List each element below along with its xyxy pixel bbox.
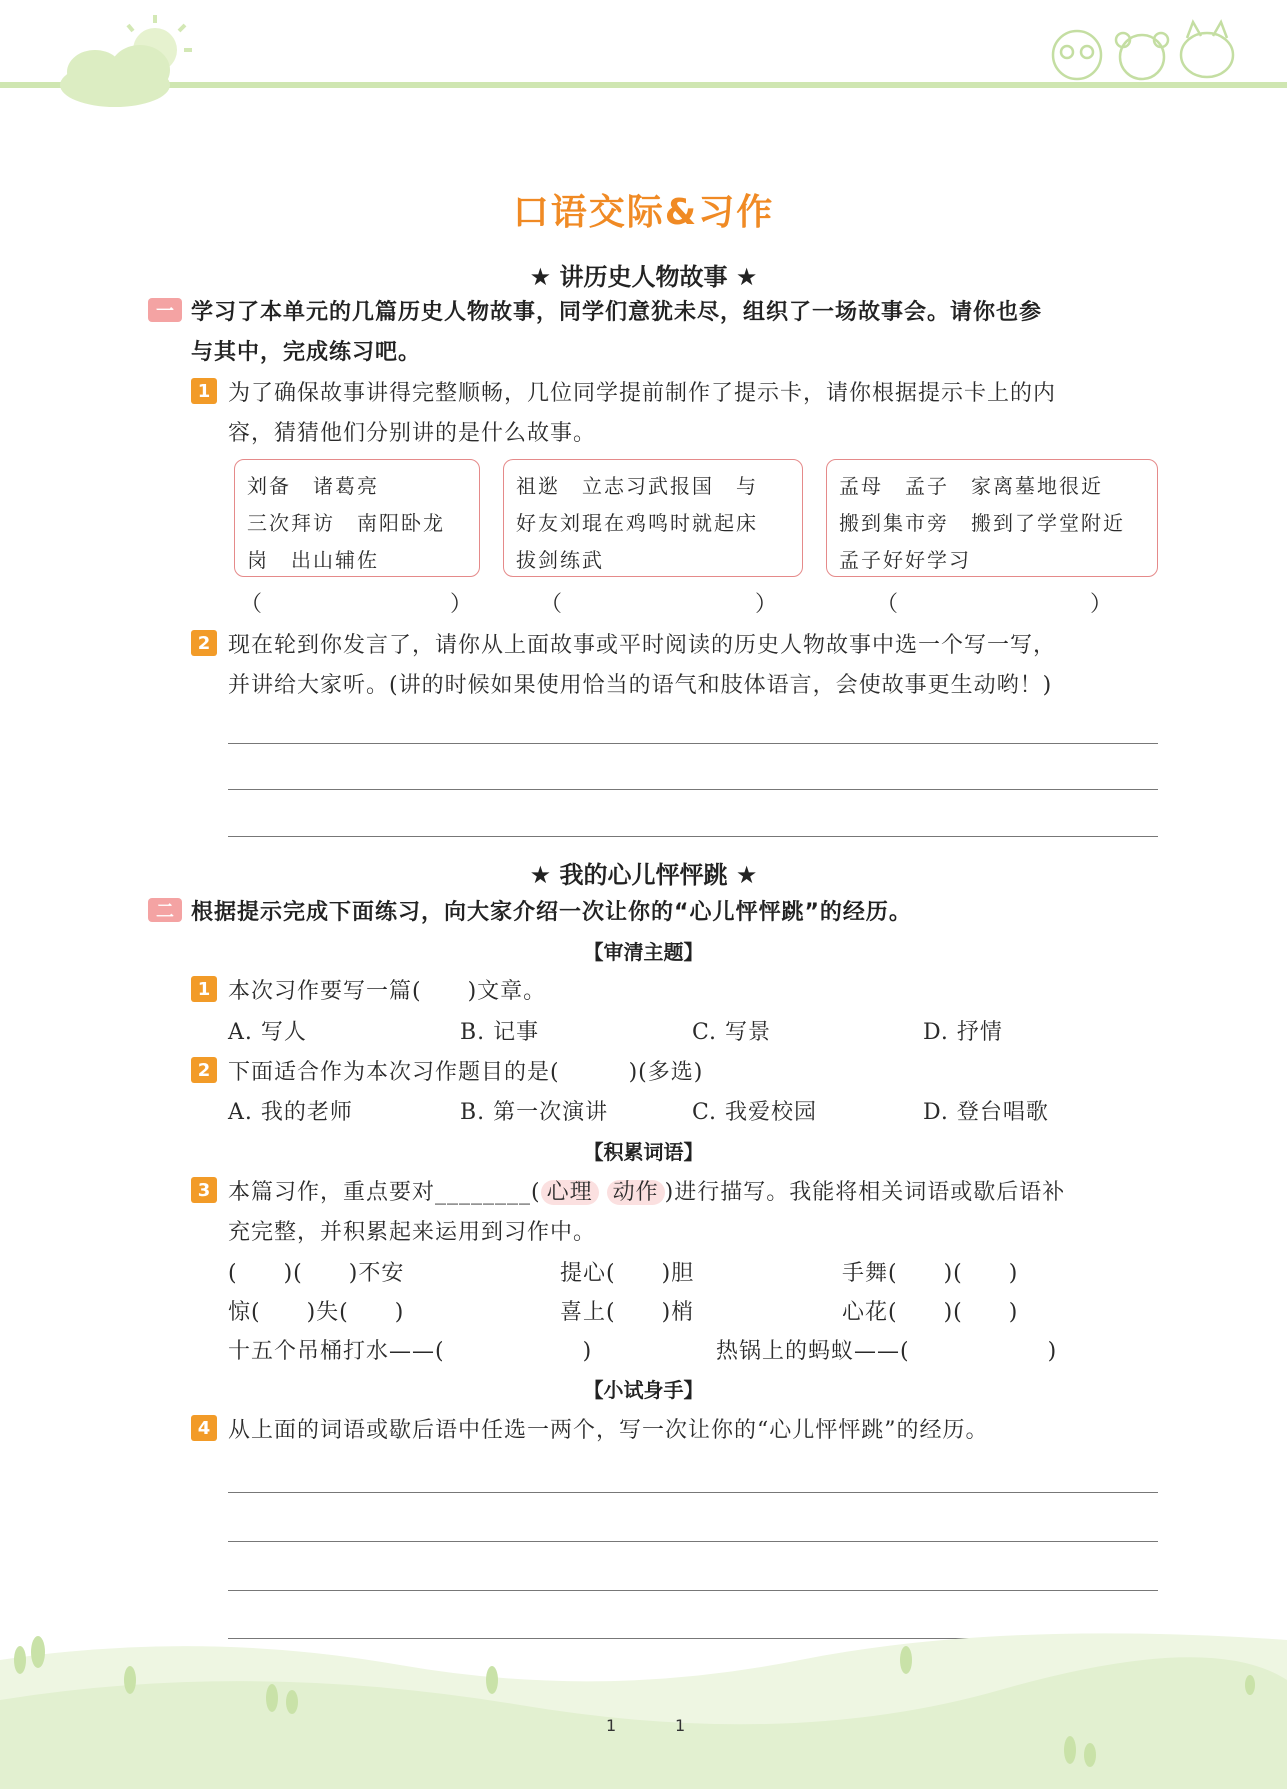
q1-prompt-line2: 容，猜猜他们分别讲的是什么故事。 (228, 421, 597, 446)
hills-decoration (0, 1620, 1287, 1789)
section2-badge: 二 (148, 898, 182, 922)
question-number-badge: 4 (191, 1415, 217, 1441)
subheading-vocabulary: 【积累词语】 (583, 1140, 704, 1164)
s2-q1-option-a[interactable]: A. 写人 (228, 1020, 307, 1045)
s2-q3-post: )进行描写。我能将相关词语或歇后语补 (664, 1180, 1066, 1205)
xiehouyu-blank[interactable]: 十五个吊桶打水——( ) (228, 1339, 593, 1364)
answer-bracket-open-1[interactable]: （ (240, 592, 264, 617)
writing-line[interactable] (228, 1492, 1158, 1493)
answer-bracket-close-2: ） (755, 592, 779, 617)
hint-card-2-line2: 好友刘琨在鸡鸣时就起床 (516, 511, 758, 535)
hint-card-2-line3: 拔剑练武 (516, 548, 604, 572)
question-number-badge: 1 (191, 378, 217, 404)
question-number-badge: 2 (191, 1057, 217, 1083)
hint-card-3-line2: 搬到集市旁 搬到了学堂附近 (839, 511, 1125, 535)
hint-card-3-line3: 孟子好好学习 (839, 548, 971, 572)
section1-heading: ★ 讲历史人物故事 ★ (529, 263, 758, 291)
s2-q2-prompt: 下面适合作为本次习作题目的是( )(多选) (228, 1060, 704, 1085)
hint-card-3-line1: 孟母 孟子 家离墓地很近 (839, 474, 1103, 498)
section2-heading: ★ 我的心儿怦怦跳 ★ (529, 861, 758, 889)
page-number-left: 1 (606, 1716, 617, 1735)
q1-prompt-line1: 为了确保故事讲得完整顺畅，几位同学提前制作了提示卡，请你根据提示卡上的内 (228, 381, 1057, 406)
s2-q1-option-c[interactable]: C. 写景 (692, 1020, 772, 1045)
s2-q2-option-d[interactable]: D. 登台唱歌 (923, 1100, 1049, 1125)
s2-q4-prompt: 从上面的词语或歇后语中任选一两个，写一次让你的“心儿怦怦跳”的经历。 (228, 1418, 989, 1443)
s2-q1-option-b[interactable]: B. 记事 (460, 1020, 540, 1045)
s2-q3-pre: 本篇习作，重点要对________( (228, 1180, 541, 1205)
s2-q3-option-mind[interactable]: 心理 (541, 1180, 599, 1205)
q2-prompt-line2: 并讲给大家听。(讲的时候如果使用恰当的语气和肢体语言，会使故事更生动哟！) (228, 673, 1053, 698)
page-title: 口语交际&习作 (512, 192, 775, 233)
s2-q3-option-action[interactable]: 动作 (607, 1180, 665, 1205)
section1-badge: 一 (148, 298, 182, 322)
idiom-blank[interactable]: 手舞( )( ) (842, 1261, 1019, 1286)
answer-bracket-close-3: ） (1090, 592, 1114, 617)
idiom-blank[interactable]: 心花( )( ) (842, 1300, 1019, 1325)
s2-q2-option-c[interactable]: C. 我爱校园 (692, 1100, 818, 1125)
idiom-blank[interactable]: 提心( )胆 (560, 1261, 695, 1286)
xiehouyu-blank[interactable]: 热锅上的蚂蚁——( ) (716, 1339, 1058, 1364)
animal-faces-decoration (1037, 10, 1247, 85)
hint-card-3 (826, 459, 1158, 577)
writing-line[interactable] (228, 1590, 1158, 1591)
s2-q2-option-b[interactable]: B. 第一次演讲 (460, 1100, 609, 1125)
answer-bracket-close-1: ） (450, 592, 474, 617)
idiom-blank[interactable]: 喜上( )梢 (560, 1300, 695, 1325)
section1-intro-line1: 学习了本单元的几篇历史人物故事，同学们意犹未尽，组织了一场故事会。请你也参 (191, 300, 1043, 325)
section1-intro-line2: 与其中，完成练习吧。 (191, 340, 422, 365)
writing-line[interactable] (228, 836, 1158, 837)
hint-card-2-line1: 祖逖 立志习武报国 与 (516, 474, 758, 498)
s2-q1-prompt: 本次习作要写一篇( )文章。 (228, 979, 547, 1004)
answer-bracket-open-3[interactable]: （ (876, 592, 900, 617)
hint-card-1-line3: 岗 出山辅佐 (247, 548, 379, 572)
sun-cloud-decoration (40, 10, 220, 110)
subheading-theme: 【审清主题】 (583, 940, 704, 964)
question-number-badge: 3 (191, 1177, 217, 1203)
writing-line[interactable] (228, 1541, 1158, 1542)
s2-q3-prompt-line2: 充完整，并积累起来运用到习作中。 (228, 1220, 597, 1245)
answer-bracket-open-2[interactable]: （ (540, 592, 564, 617)
q2-prompt-line1: 现在轮到你发言了，请你从上面故事或平时阅读的历史人物故事中选一个写一写， (228, 633, 1057, 658)
hint-card-1-line2: 三次拜访 南阳卧龙 (247, 511, 445, 535)
page-number-right: 1 (675, 1716, 686, 1735)
subheading-practice: 【小试身手】 (583, 1378, 704, 1402)
idiom-blank[interactable]: 惊( )失( ) (228, 1300, 405, 1325)
question-number-badge: 2 (191, 630, 217, 656)
s2-q2-option-a[interactable]: A. 我的老师 (228, 1100, 353, 1125)
hint-card-1-line1: 刘备 诸葛亮 (247, 474, 379, 498)
writing-line[interactable] (228, 743, 1158, 744)
hint-card-1 (234, 459, 480, 577)
s2-q1-option-d[interactable]: D. 抒情 (923, 1020, 1003, 1045)
hint-card-2 (503, 459, 803, 577)
writing-line[interactable] (228, 789, 1158, 790)
idiom-blank[interactable]: ( )( )不安 (228, 1261, 405, 1286)
section2-intro: 根据提示完成下面练习，向大家介绍一次让你的“心儿怦怦跳”的经历。 (191, 900, 912, 925)
question-number-badge: 1 (191, 976, 217, 1002)
s2-q3-prompt-line1 (228, 1175, 1065, 1206)
